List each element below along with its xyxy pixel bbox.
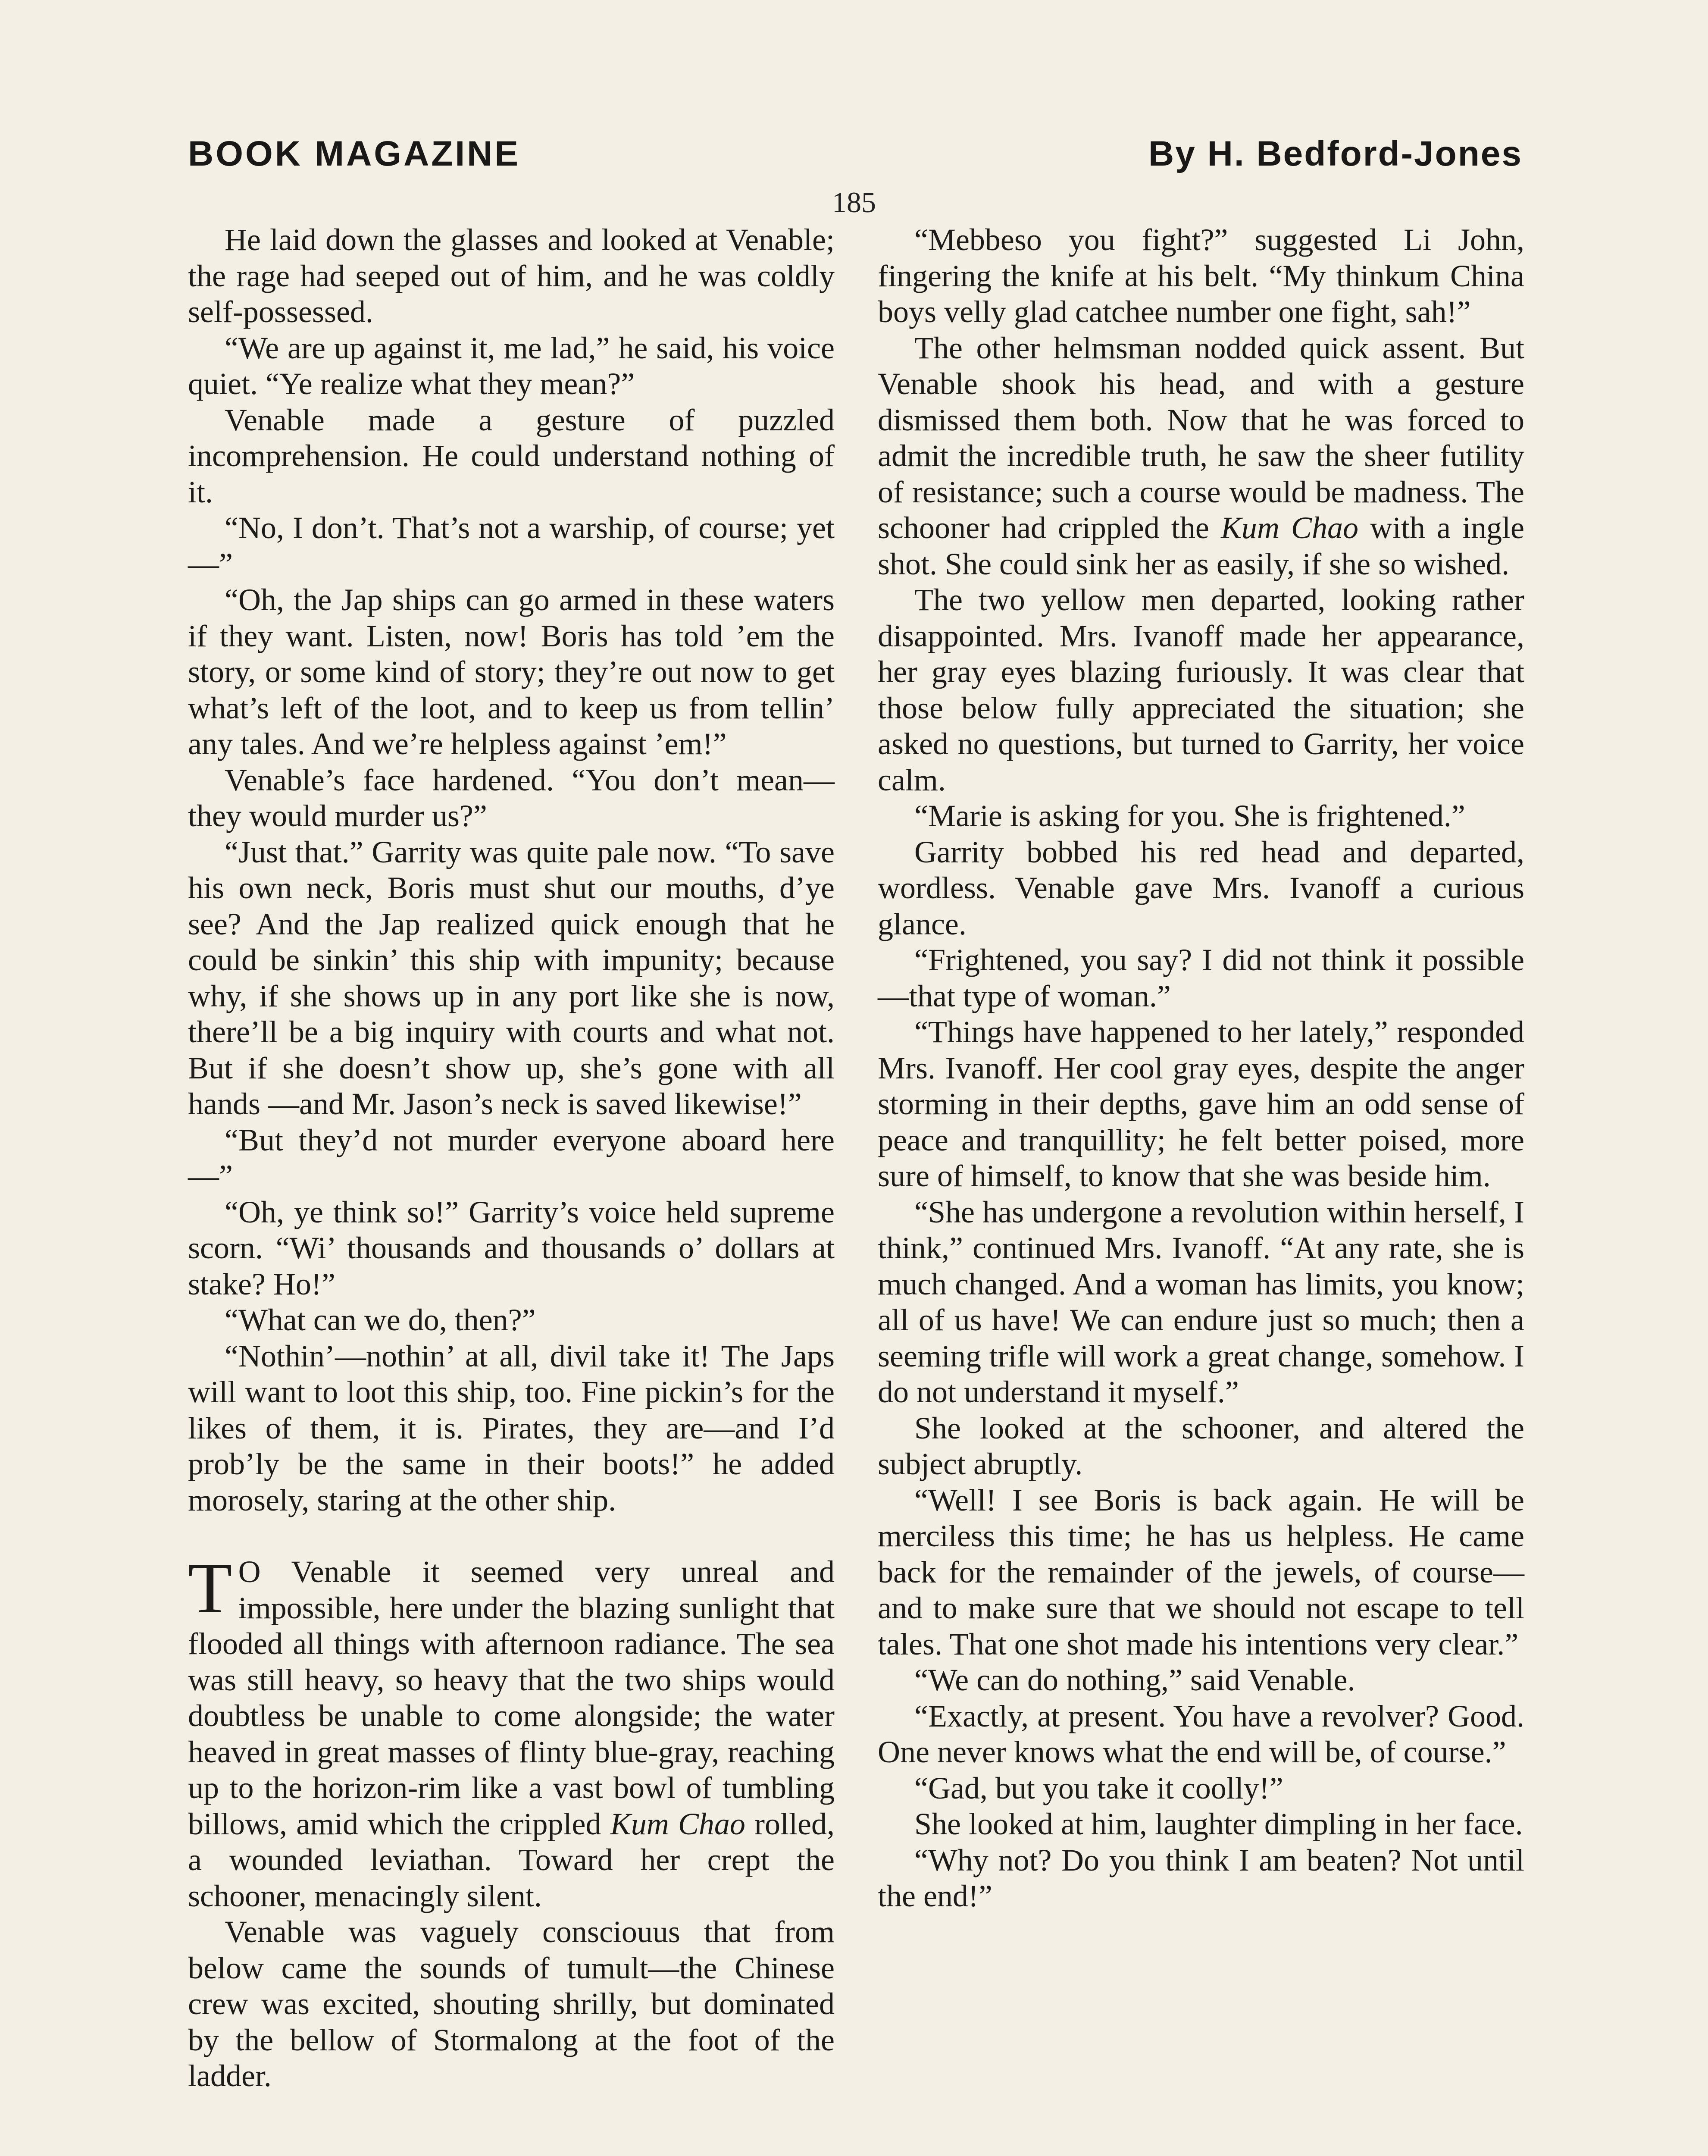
paragraph: “Oh, ye think so!” Garrity’s voice held supreme scorn. “Wi’ thousands and thousands o’ dollars at stake? Ho!” <box>188 1194 835 1301</box>
paragraph: “Things have happened to her lately,” responded Mrs. Ivanoff. Her cool gray eyes, despite the anger storming in their depths, gave him an odd sense of peace and tranquillity; he felt better poised, more sure of himself, to know that she was beside him. <box>878 1015 1524 1193</box>
paragraph: “She has undergone a revolution within herself, I think,” continued Mrs. Ivanoff. “At any rate, she is much changed. And a woman has limits, you know; all of us have! We can endure just so much; then a seeming trifle will work a great change, somehow. I do not understand it myself.” <box>878 1194 1524 1409</box>
paragraph: Venable made a gesture of puzzled incomprehension. He could understand nothing of it. <box>188 402 835 509</box>
paragraph: “Nothin’—nothin’ at all, divil take it! The Japs will want to loot this ship, too. Fine pickin’s for the likes of them, it is. Pirates, they are—and I’d prob’ly be the same in their boots!” he added morosely, staring at the other ship. <box>188 1338 835 1517</box>
paragraph: “What can we do, then?” <box>225 1303 536 1337</box>
paragraph <box>878 330 1524 583</box>
paragraph: She looked at the schooner, and altered the subject abruptly. <box>878 1410 1524 1481</box>
paragraph: “Gad, but you take it coolly!” <box>914 1771 1283 1805</box>
author-byline: By H. Bedford-Jones <box>1148 134 1523 173</box>
paragraph: “Why not? Do you think I am beaten? Not until the end!” <box>878 1843 1524 1913</box>
paragraph-text: with a ingle shot. She could sink her as easily, if she so wished. <box>878 511 1524 581</box>
paragraph: She looked at him, laughter dimpling in her face. <box>914 1807 1523 1841</box>
paragraph: Venable’s face hardened. “You don’t mean—they would murder us?” <box>188 762 835 833</box>
paragraph: “Mebbeso you fight?” suggested Li John, fingering the knife at his belt. “My thinkum China boys velly glad catchee number one fight, sah!” <box>878 222 1524 329</box>
section-opening-text: O Venable it seemed very unreal and impossible, here under the blazing sunlight that flooded all things with afternoon radiance. The sea was still heavy, so heavy that the two ships would doubtless be unable to come alongside; the water heaved in great masses of flinty blue-gray, reaching up to the horizon-rim like a vast bowl of tumbling billows, amid which the crippled <box>188 1554 835 1841</box>
section-opening-paragraph <box>188 1548 835 1914</box>
paragraph: Garrity bobbed his red head and departed, wordless. Venable gave Mrs. Ivanoff a curious glance. <box>878 834 1524 941</box>
paragraph: “Frightened, you say? I did not think it possible—that type of woman.” <box>878 943 1524 1013</box>
paragraph: Venable was vaguely consciouus that from below came the sounds of tumult—the Chinese crew was excited, shouting shrilly, but dominated by the bellow of Stormalong at the foot of the ladder. <box>188 1915 835 2093</box>
magazine-title: BOOK MAGAZINE <box>188 134 521 173</box>
paragraph: “Well! I see Boris is back again. He will be merciless this time; he has us helpless. He came back for the remainder of the jewels, of course—and to make sure that we should not escape to tell tales. That one shot made his intentions very clear.” <box>878 1482 1524 1661</box>
paragraph: “No, I don’t. That’s not a warship, of course; yet—” <box>188 511 835 581</box>
paragraph: “We can do nothing,” said Venable. <box>914 1663 1355 1697</box>
drop-cap: T <box>188 1548 232 1628</box>
section-closing-text: rolled, a wounded leviathan. Toward her crept the schooner, menacingly silent. <box>188 1806 835 1913</box>
paragraph: “Oh, the Jap ships can go armed in these waters if they want. Listen, now! Boris has told ’em the story, or some kind of story; they’re out now to get what’s left of the loot, and to keep us from tellin’ any tales. And we’re helpless against ’em!” <box>188 583 835 761</box>
paragraph: “Just that.” Garrity was quite pale now. “To save his own neck, Boris must shut our mouths, d’ye see? And the Jap realized quick enough that he could be sinkin’ this ship with impunity; because why, if she shows up in any port like she is now, there’ll be a big inquiry with courts and what not. But if she doesn’t show up, she’s gone with all hands —and Mr. Jason’s neck is saved likewise!” <box>188 834 835 1121</box>
left-column <box>188 222 835 2094</box>
ship-name: Kum Chao <box>610 1806 745 1841</box>
paragraph: The two yellow men departed, looking rather disappointed. Mrs. Ivanoff made her appearance, her gray eyes blazing furiously. It was clear that those below fully appreciated the situation; she asked no questions, but turned to Garrity, her voice calm. <box>878 583 1524 797</box>
paragraph-text: The other helmsman nodded quick assent. But Venable shook his head, and with a gesture dismissed them both. Now that he was forced to admit the incredible truth, he saw the sheer futility of resistance; such a course would be madness. The schooner had crippled the <box>878 330 1524 545</box>
paragraph: “Marie is asking for you. She is frightened.” <box>914 799 1465 833</box>
page-number: 185 <box>832 186 876 219</box>
ship-name: Kum Chao <box>1220 511 1358 545</box>
paragraph: “We are up against it, me lad,” he said, his voice quiet. “Ye realize what they mean?” <box>188 330 835 401</box>
paragraph: “Exactly, at present. You have a revolver? Good. One never knows what the end will be, of course.” <box>878 1698 1524 1769</box>
paragraph: He laid down the glasses and looked at Venable; the rage had seeped out of him, and he was coldly self-possessed. <box>188 222 835 329</box>
paragraph: “But they’d not murder everyone aboard here—” <box>188 1122 835 1193</box>
right-column <box>878 222 1524 1915</box>
